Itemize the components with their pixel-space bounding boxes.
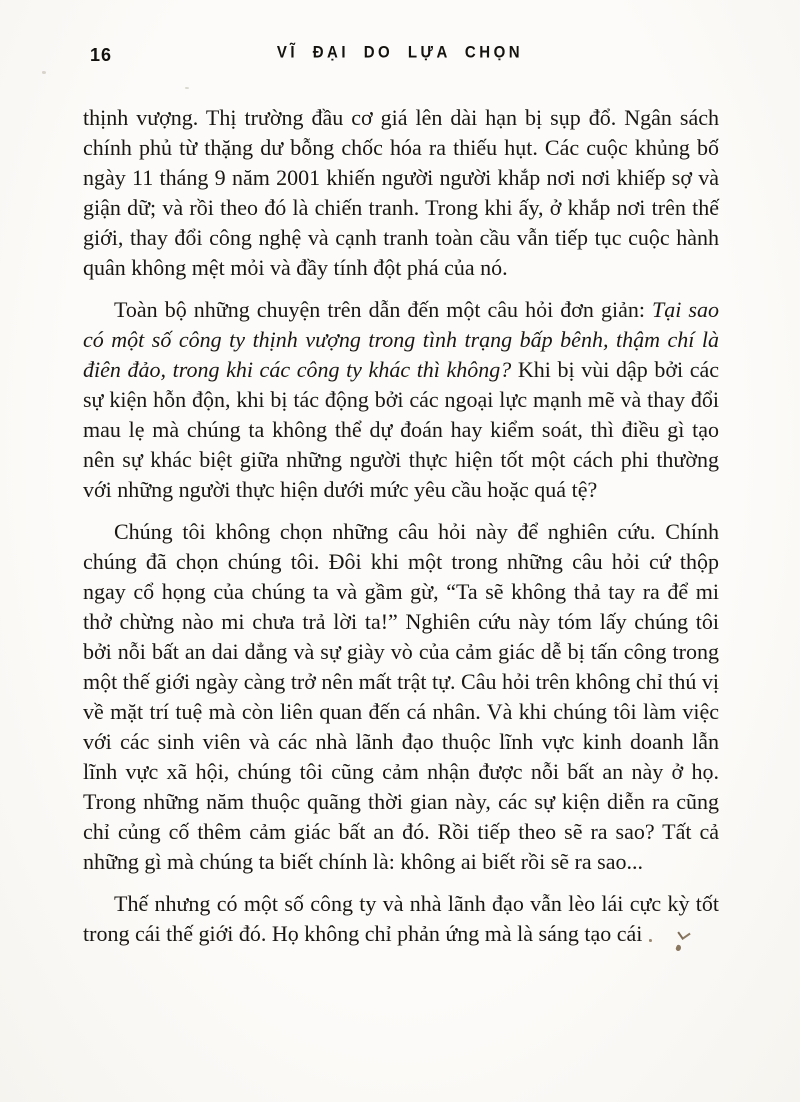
paragraph: [83, 517, 719, 877]
scan-speck: [185, 87, 189, 89]
paragraph: [83, 295, 719, 505]
scan-speck: [649, 939, 652, 942]
text-segment: Khi bị vùi dập bởi các sự kiện hỗn độn, khi bị tác động bởi các ngoại lực mạnh mẽ và thay đổi mau lẹ mà chúng ta không thể dự đoán hay kiểm soát, thì điều gì tạo nên sự khác biệt giữa những người thực hiện tốt một cách phi thường với những người thực hiện dưới mức yêu cầu hoặc quá tệ?: [83, 357, 719, 502]
paragraph: [83, 103, 719, 283]
scan-speck: [42, 71, 46, 74]
page-number: 16: [90, 45, 113, 65]
text-segment: Chúng tôi không chọn những câu hỏi này để nghiên cứu. Chính chúng đã chọn chúng tôi. Đôi khi một trong những câu hỏi cứ thộp ngay cổ họng của chúng ta và gầm gừ, “Ta sẽ không thả tay ra để mi thở chừng nào mi chưa trả lời ta!” Nghiên cứu này tóm lấy chúng tôi bởi nỗi bất an dai dẳng và sự giày vò của cảm giác dễ bị tấn công trong một thế giới ngày càng trở nên mất trật tự. Câu hỏi trên không chỉ thú vị về mặt trí tuệ mà còn liên quan đến cá nhân. Và khi chúng tôi làm việc với các sinh viên và các nhà lãnh đạo thuộc lĩnh vực kinh doanh lẫn lĩnh vực xã hội, chúng tôi cũng cảm nhận được nỗi bất an này ở họ. Trong những năm thuộc quãng thời gian này, các sự kiện diễn ra cũng chỉ củng cố thêm cảm giác bất an đó. Rồi tiếp theo sẽ ra sao? Tất cả những gì mà chúng ta biết chính là: không ai biết rồi sẽ ra sao...: [83, 519, 719, 874]
text-segment: Thế nhưng có một số công ty và nhà lãnh đạo vẫn lèo lái cực kỳ tốt trong cái thế giới đó. Họ không chỉ phản ứng mà là sáng tạo cái: [83, 891, 719, 946]
page-body: [83, 103, 719, 961]
page-header: [0, 44, 800, 70]
text-segment: Toàn bộ những chuyện trên dẫn đến một câu hỏi đơn giản:: [114, 297, 653, 322]
running-title: VĨ ĐẠI DO LỰA CHỌN: [276, 43, 524, 62]
text-segment: thịnh vượng. Thị trường đầu cơ giá lên dài hạn bị sụp đổ. Ngân sách chính phủ từ thặng dư bỗng chốc hóa ra thiếu hụt. Các cuộc khủng bố ngày 11 tháng 9 năm 2001 khiến người người khắp nơi nơi khiếp sợ và giận dữ; và rồi theo đó là chiến tranh. Trong khi ấy, ở khắp nơi trên thế giới, thay đổi công nghệ và cạnh tranh toàn cầu vẫn tiếp tục cuộc hành quân không mệt mỏi và đầy tính đột phá của nó.: [83, 105, 719, 280]
paragraph: [83, 889, 719, 949]
italic-text-segment: Tại sao có một số công ty thịnh vượng trong tình trạng bấp bênh, thậm chí là điên đảo, trong khi các công ty khác thì không?: [83, 297, 719, 382]
